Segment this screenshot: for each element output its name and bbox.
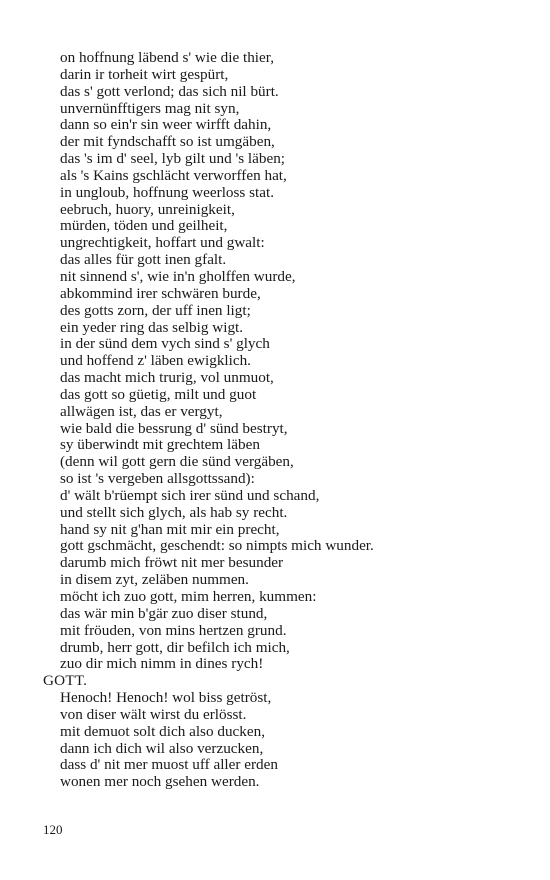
verse-line: und stellt sich glych, als hab sy recht. bbox=[60, 503, 288, 521]
verse-line: drumb, herr gott, dir befilch ich mich, bbox=[60, 638, 290, 656]
verse-line: abkommind irer schwären burde, bbox=[60, 284, 261, 302]
verse-line: das s' gott verlond; das sich nil bürt. bbox=[60, 82, 279, 100]
verse-line: das macht mich trurig, vol unmuot, bbox=[60, 369, 274, 387]
verse-line: hand sy nit g'han mit mir ein precht, bbox=[60, 520, 280, 538]
verse-line: wie bald die bessrung d' sünd bestryt, bbox=[60, 419, 288, 437]
verse-line: der mit fyndschafft so ist umgäben, bbox=[60, 133, 275, 151]
verse-line: allwägen ist, das er vergyt, bbox=[60, 402, 223, 420]
verse-line: darin ir torheit wirt gespürt, bbox=[60, 65, 229, 83]
verse-line: on hoffnung läbend s' wie die thier, bbox=[60, 49, 275, 66]
verse-line: das alles für gott inen gfalt. bbox=[60, 251, 227, 269]
verse-line: so ist 's vergeben allsgottssand): bbox=[60, 470, 255, 488]
verse-line: in disem zyt, zeläben nummen. bbox=[60, 571, 249, 589]
verse-lines-before-speaker bbox=[0, 50, 550, 673]
verse-line: möcht ich zuo gott, mim herren, kummen: bbox=[60, 588, 317, 605]
verse-line: dann ich dich wil also verzucken, bbox=[60, 739, 264, 757]
verse-line: ungrechtigkeit, hoffart und gwalt: bbox=[60, 234, 265, 252]
verse-line: mit fröuden, von mins hertzen grund. bbox=[60, 621, 287, 639]
verse-line: in ungloub, hoffnung weerloss stat. bbox=[60, 183, 275, 201]
verse-line: nit sinnend s', wie in'n gholffen wurde, bbox=[60, 267, 296, 285]
speaker-label: GOTT. bbox=[43, 672, 88, 690]
page-number: 120 bbox=[43, 822, 63, 837]
verse-line: das gott so güetig, milt und guot bbox=[60, 385, 257, 403]
verse-text bbox=[0, 50, 550, 791]
verse-line: ein yeder ring das selbig wigt. bbox=[60, 318, 244, 336]
verse-line: als 's Kains gschlächt verworffen hat, bbox=[60, 166, 287, 184]
verse-line: das 's im d' seel, lyb gilt und 's läben; bbox=[60, 150, 286, 168]
verse-line: darumb mich fröwt nit mer besunder bbox=[60, 554, 284, 572]
verse-line: das wär min b'gär zuo diser stund, bbox=[60, 604, 268, 622]
verse-line: unvernünfftigers mag nit syn, bbox=[60, 99, 240, 117]
verse-line: d' wält b'rüempt sich irer sünd und schand, bbox=[60, 486, 320, 504]
verse-line: sy überwindt mit grechtem läben bbox=[60, 436, 260, 454]
verse-line: und hoffend z' läben ewigklich. bbox=[60, 352, 251, 370]
verse-line: eebruch, huory, unreinigkeit, bbox=[60, 200, 235, 218]
verse-line: von diser wält wirst du erlösst. bbox=[60, 705, 247, 723]
verse-line: (denn wil gott gern die sünd vergäben, bbox=[60, 453, 294, 471]
verse-line: wonen mer noch gsehen werden. bbox=[60, 773, 260, 791]
verse-line: mürden, töden und geilheit, bbox=[60, 217, 228, 235]
verse-line: in der sünd dem vych sind s' glych bbox=[60, 335, 270, 353]
verse-line: Henoch! Henoch! wol biss getröst, bbox=[60, 689, 272, 707]
verse-line: zuo dir mich nimm in dines rych! bbox=[60, 655, 264, 673]
verse-line: mit demuot solt dich also ducken, bbox=[60, 722, 266, 740]
verse-lines-after-speaker bbox=[0, 690, 550, 791]
verse-line: des gotts zorn, der uff inen ligt; bbox=[60, 301, 251, 319]
verse-line: dann so ein'r sin weer wirfft dahin, bbox=[60, 116, 272, 134]
verse-line: dass d' nit mer muost uff aller erden bbox=[60, 756, 278, 774]
verse-line: gott gschmächt, geschendt: so nimpts mich wunder. bbox=[60, 537, 374, 555]
